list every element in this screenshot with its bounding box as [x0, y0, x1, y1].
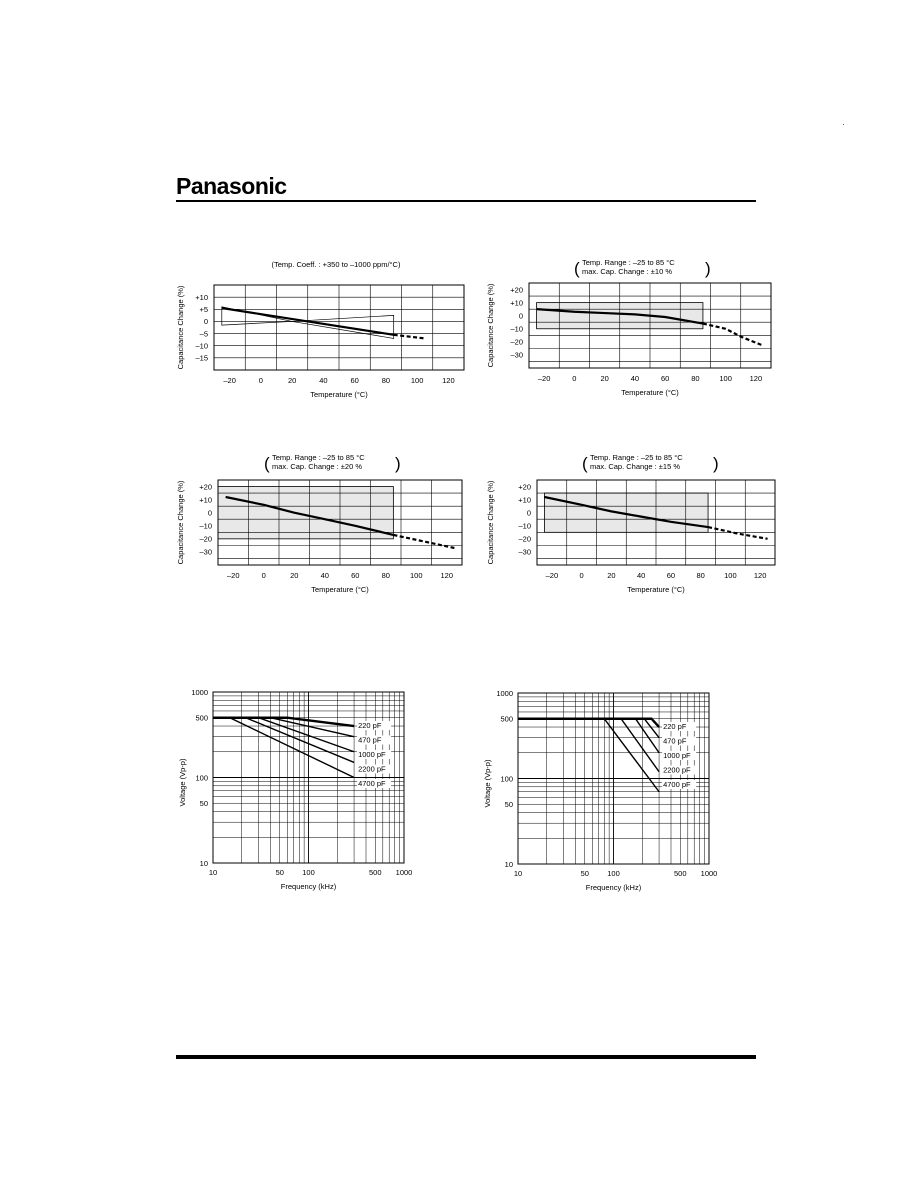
x-tick-label: –20	[226, 571, 240, 580]
x-tick-label: 60	[350, 376, 359, 385]
bracket-left: (	[574, 259, 580, 278]
x-axis-label: Frequency (kHz)	[585, 883, 642, 892]
x-tick-label: 40	[320, 571, 329, 580]
x-tick-label: –20	[545, 571, 559, 580]
x-tick-label: 120	[749, 374, 763, 383]
annotation-text: Temp. Range : –25 to 85 °C	[582, 258, 675, 267]
y-tick-label: 500	[500, 714, 513, 724]
series-line-extrapolated	[394, 335, 425, 339]
x-tick-label: 80	[381, 571, 390, 580]
x-tick-label: 100	[719, 374, 732, 383]
annotation-text: Temp. Range : –25 to 85 °C	[590, 453, 683, 462]
y-tick-label: +20	[199, 482, 212, 492]
series-line-extrapolated	[393, 535, 454, 548]
annotation-text: max. Cap. Change : ±20 %	[272, 462, 362, 471]
x-tick-label: 120	[753, 571, 767, 580]
y-tick-label: –30	[510, 350, 523, 360]
y-tick-label: +20	[510, 285, 523, 295]
x-axis-label: Temperature (°C)	[627, 585, 685, 594]
series-label: 220 pF	[358, 721, 382, 730]
x-tick-label: –20	[223, 376, 236, 385]
y-tick-label: 0	[526, 508, 531, 518]
x-axis-label: Temperature (°C)	[310, 390, 368, 399]
x-tick-label: 40	[630, 374, 640, 383]
x-tick-label: –20	[537, 374, 551, 383]
annotation-text: Temp. Range : –25 to 85 °C	[272, 453, 365, 462]
y-tick-label: 100	[195, 773, 208, 783]
x-tick-label: 500	[673, 869, 687, 878]
y-axis-label: Capacitance Change (%)	[176, 285, 185, 370]
bracket-right: )	[395, 454, 401, 473]
x-tick-label: 40	[319, 376, 328, 385]
x-tick-label: 500	[368, 868, 382, 877]
x-tick-label: 20	[290, 571, 299, 580]
brand-logo: Panasonic	[176, 173, 287, 199]
tolerance-band	[218, 487, 393, 539]
header-rule	[176, 200, 756, 202]
x-tick-label: 100	[409, 571, 423, 580]
y-tick-label: –20	[199, 534, 212, 544]
y-axis-label: Voltage (Vp-p)	[483, 759, 492, 808]
annotation-text: max. Cap. Change : ±10 %	[582, 267, 672, 276]
series-label: 4700 pF	[663, 780, 691, 789]
annotation-text: (Temp. Coeff. : +350 to –1000 ppm/°C)	[271, 260, 401, 269]
x-tick-label: 120	[440, 571, 454, 580]
x-tick-label: 120	[442, 376, 455, 385]
y-tick-label: 10	[199, 858, 208, 868]
x-tick-label: 100	[724, 571, 737, 580]
y-tick-label: 1000	[191, 687, 208, 697]
y-tick-label: 0	[518, 311, 523, 321]
y-axis-label: Voltage (Vp-p)	[178, 758, 187, 807]
x-tick-label: 0	[258, 376, 263, 385]
x-tick-label: 10	[208, 868, 218, 877]
x-tick-label: 80	[691, 374, 700, 383]
x-tick-label: 80	[381, 376, 391, 385]
series-line	[518, 719, 659, 792]
bracket-right: )	[705, 259, 711, 278]
y-tick-label: +10	[510, 298, 523, 308]
y-tick-label: –10	[518, 521, 531, 531]
series-label: 470 pF	[358, 735, 382, 745]
y-tick-label: +10	[195, 292, 208, 302]
y-tick-label: +10	[518, 495, 531, 505]
freq-chart-1	[170, 680, 430, 905]
series-label: 220 pF	[663, 722, 687, 731]
series-label: 4700 pF	[358, 779, 386, 788]
series-label: 2200 pF	[358, 764, 386, 774]
x-tick-label: 40	[636, 571, 646, 580]
series-line	[213, 718, 354, 726]
x-axis-label: Temperature (°C)	[621, 388, 679, 397]
x-tick-label: 100	[607, 869, 620, 878]
y-tick-label: –30	[518, 547, 531, 557]
corner-mark	[843, 124, 844, 125]
footer-rule	[176, 1055, 756, 1059]
series-label: 1000 pF	[358, 750, 386, 759]
annotation-text: max. Cap. Change : ±15 %	[590, 462, 680, 471]
x-tick-label: 50	[275, 868, 284, 877]
x-tick-label: 20	[607, 571, 616, 580]
y-tick-label: 0	[207, 508, 212, 518]
temp-chart-tc3	[160, 445, 480, 605]
x-tick-label: 1000	[700, 869, 718, 878]
y-tick-label: –5	[199, 329, 208, 339]
x-tick-label: 60	[660, 374, 670, 383]
y-tick-label: –10	[199, 521, 212, 531]
y-tick-label: 1000	[496, 688, 513, 698]
freq-chart-2	[475, 680, 735, 905]
x-tick-label: 0	[261, 571, 266, 580]
y-tick-label: –20	[518, 534, 531, 544]
y-tick-label: 10	[504, 859, 513, 869]
y-tick-label: +10	[199, 495, 212, 505]
x-tick-label: 50	[580, 869, 589, 878]
y-tick-label: 50	[504, 800, 513, 810]
y-tick-label: 0	[203, 317, 208, 327]
x-tick-label: 60	[351, 571, 360, 580]
y-tick-label: –20	[510, 337, 523, 347]
series-line-extrapolated	[708, 527, 768, 539]
y-tick-label: 100	[500, 774, 513, 784]
temp-chart-tc4	[470, 445, 790, 605]
y-tick-label: –10	[195, 341, 208, 351]
y-tick-label: –15	[195, 353, 208, 363]
x-tick-label: 1000	[395, 868, 413, 877]
y-axis-label: Capacitance Change (%)	[486, 283, 495, 368]
series-label: 470 pF	[663, 736, 687, 746]
y-tick-label: 500	[195, 713, 208, 723]
y-tick-label: +5	[199, 305, 208, 315]
y-tick-label: +20	[518, 482, 531, 492]
x-tick-label: 60	[666, 571, 676, 580]
x-tick-label: 10	[513, 869, 523, 878]
x-axis-label: Temperature (°C)	[311, 585, 369, 594]
y-tick-label: –10	[510, 324, 523, 334]
x-tick-label: 0	[572, 374, 577, 383]
x-tick-label: 100	[410, 376, 424, 385]
y-axis-label: Capacitance Change (%)	[486, 480, 495, 565]
series-line	[518, 719, 659, 753]
x-axis-label: Frequency (kHz)	[280, 882, 337, 891]
y-tick-label: 50	[199, 799, 208, 809]
x-tick-label: 20	[600, 374, 609, 383]
temp-chart-tc1	[160, 250, 480, 410]
y-axis-label: Capacitance Change (%)	[176, 480, 185, 565]
bracket-right: )	[713, 454, 719, 473]
temp-chart-tc2	[470, 250, 790, 410]
series-label: 2200 pF	[663, 765, 691, 775]
x-tick-label: 0	[579, 571, 584, 580]
y-tick-label: –30	[199, 547, 212, 557]
x-tick-label: 100	[302, 868, 315, 877]
series-line-extrapolated	[703, 324, 764, 346]
x-tick-label: 20	[287, 376, 297, 385]
x-tick-label: 80	[696, 571, 705, 580]
bracket-left: (	[582, 454, 588, 473]
series-label: 1000 pF	[663, 751, 691, 760]
bracket-left: (	[264, 454, 270, 473]
